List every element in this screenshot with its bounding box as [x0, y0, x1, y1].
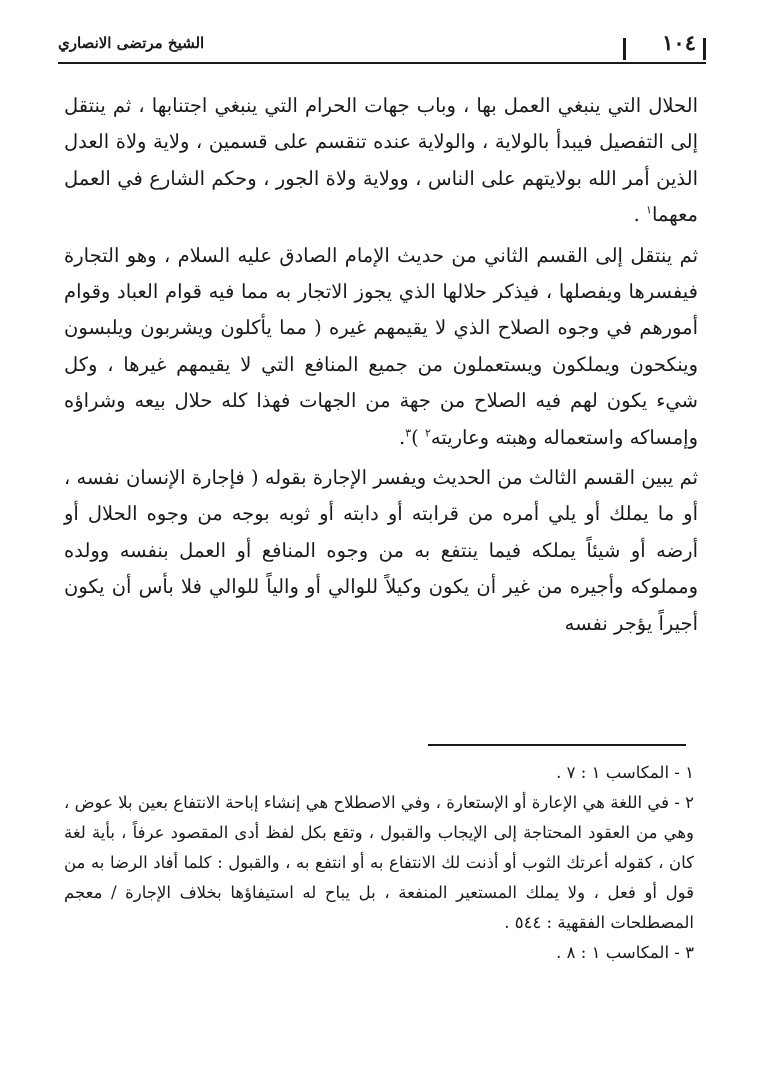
footnote: ١ - المكاسب ١ : ٧ .	[556, 763, 694, 782]
paragraph-text: ثم ينتقل إلى القسم الثاني من حديث الإمام الصادق عليه السلام ، وهو التجارة فيفسرها ويفصلها ، فيذكر حلالها الذي يجوز الاتجار به مما فيه قوام العباد وقوام أمورهم في وجوه الصلاح الذي لا يقيمهم غيره ( مما يأكلون ويشربون ويلبسون وينكحون ويملكون ويستعملون من جميع المنافع التي لا يقيمهم غيرها ، وكل شيء يكون لهم فيه الصلاح من جهة من الجهات فهذا كله حلال بيعه وشراؤه وإمساكه واستعماله وهبته وعاريته	[64, 243, 698, 449]
paragraph-tail: )	[411, 425, 425, 449]
page-number: ١٠٤	[662, 30, 696, 55]
paragraph-text: الحلال التي ينبغي العمل بها ، وباب جهات الحرام التي ينبغي اجتنابها ، ثم ينتقل إلى التفصيل فيبدأ بالولاية ، والولاية عنده تنقسم على قسمين ، ولاية ولاة العدل الذين أمر الله بولايتهم على الناس ، وولاية ولاة الجور ، وحكم الشارع في العمل معهما	[64, 94, 698, 227]
header-bar-left	[623, 38, 626, 60]
paragraph-text: ثم يبين القسم الثالث من الحديث ويفسر الإجارة بقوله ( فإجارة الإنسان نفسه ، أو ما يملك أو يلي أمره من قرابته أو دابته أو ثوبه بوجه من وجوه الحلال أو أرضه أو شيئاً يملكه فيما ينتفع به من وجوه المنافع أو العمل بنفسه وولده ومملوكه وأجيره من غير أن يكون وكيلاً للوالي أو والياً للوالي فلا بأس أن يكون أجيراً يؤجر نفسه	[64, 466, 698, 635]
footnote-marker[interactable]: ١	[646, 203, 652, 217]
paragraph	[64, 238, 698, 456]
footnote-marker[interactable]: ٣	[405, 426, 412, 440]
header-rule	[58, 62, 706, 64]
footnote: ٣ - المكاسب ١ : ٨ .	[556, 943, 694, 962]
page-header	[58, 28, 706, 64]
paragraph-tail: .	[633, 203, 647, 227]
paragraph-tail: .	[399, 425, 406, 449]
footnote-marker[interactable]: ٢	[424, 426, 431, 440]
running-title: الشيخ مرتضى الانصاري	[58, 34, 205, 52]
footnote: ٢ - في اللغة هي الإعارة أو الإستعارة ، وفي الاصطلاح هي إنشاء إباحة الانتفاع بعين بلا عوض ، وهي من العقود المحتاجة إلى الإيجاب والقبول ، وتقع بكل لفظ أدى المقصود عرفاً ، بأية لغة كان ، كقوله أعرتك الثوب أو أذنت لك الانتفاع به أو انتفع به ، والقبول : كلما أفاد الرضا به من قول أو فعل ، ولا يملك المستعير المنفعة ، بل يباح له استيفاؤها بخلاف الإجارة / معجم المصطلحات الفقهية : ٥٤٤ .	[64, 793, 694, 932]
paragraph	[64, 460, 698, 642]
paragraph	[64, 88, 698, 234]
footnotes	[64, 758, 694, 968]
body-text	[64, 88, 698, 642]
header-bar-right	[703, 38, 706, 60]
footnote-separator	[428, 744, 686, 746]
